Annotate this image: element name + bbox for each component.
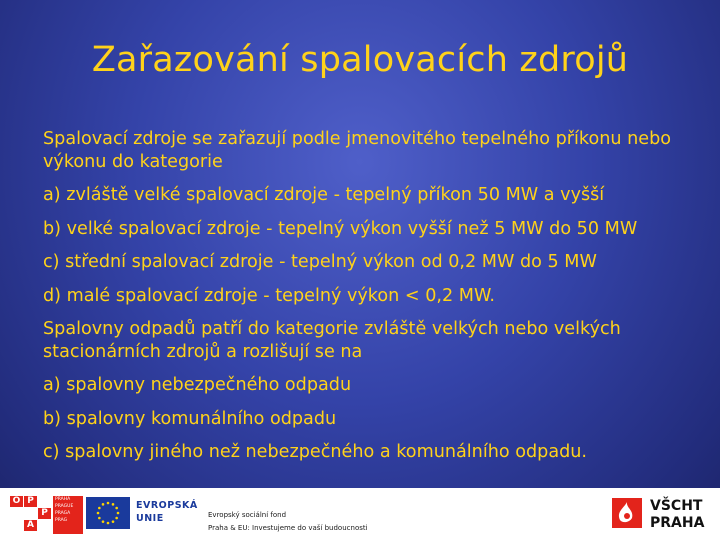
footer-logo-bar — [0, 488, 720, 540]
list-item: b) spalovny komunálního odpadu — [43, 408, 337, 429]
opp-letter: P — [38, 508, 51, 519]
vscht-line: VŠCHT — [650, 498, 703, 514]
vscht-logo — [612, 496, 712, 534]
eu-star — [102, 503, 105, 506]
list-item: a) zvláště velké spalovací zdroje - tepelný příkon 50 MW a vyšší — [43, 185, 605, 205]
eu-star — [112, 503, 115, 506]
opp-praha-logo — [10, 496, 82, 534]
esf-caption-line: Evropský sociální fond — [208, 511, 287, 519]
slide-title: Zařazování spalovacích zdrojů — [91, 40, 629, 80]
eu-star — [98, 507, 101, 510]
eu-label-line: UNIE — [136, 513, 164, 524]
opp-city-name: PRAHA — [55, 497, 71, 502]
eu-star — [97, 512, 100, 515]
list-item: c) spalovny jiného než nebezpečného a komunálního odpadu. — [43, 442, 588, 462]
vscht-wordmark — [650, 498, 704, 532]
list-item: b) velké spalovací zdroje - tepelný výkon vyšší než 5 MW do 50 MW — [43, 218, 638, 239]
vscht-flame-icon — [612, 498, 642, 528]
slide-body — [43, 128, 708, 464]
eu-star — [107, 522, 110, 525]
esf-caption — [208, 509, 368, 535]
eu-star — [115, 507, 118, 510]
eu-flag-icon — [86, 497, 130, 529]
eu-star — [102, 520, 105, 523]
opp-city-names — [53, 496, 83, 534]
eu-star — [107, 502, 110, 505]
eu-star — [115, 517, 118, 520]
opp-city-name: PRAGA — [55, 511, 71, 516]
eu-star — [117, 512, 120, 515]
eu-label-line: EVROPSKÁ — [136, 500, 198, 511]
list-item: a) spalovny nebezpečného odpadu — [43, 375, 352, 395]
eu-label — [136, 499, 198, 525]
vscht-line: PRAHA — [650, 515, 705, 531]
paragraph-intro: Spalovací zdroje se zařazují podle jmenovitého tepelného příkonu nebo výkonu do kategorie — [43, 129, 672, 172]
list-item: d) malé spalovací zdroje - tepelný výkon < 0,2 MW. — [43, 285, 495, 306]
eu-star — [112, 520, 115, 523]
opp-letter: O — [10, 496, 23, 507]
opp-city-name: PRAG — [55, 518, 68, 523]
opp-letter: P — [24, 496, 37, 507]
eu-stars-icon — [86, 497, 130, 529]
opp-city-name: PRAGUE — [55, 504, 74, 509]
esf-caption-line: Praha & EU: Investujeme do vaší budoucnosti — [208, 524, 368, 532]
opp-letter: A — [24, 520, 37, 531]
paragraph-incinerators: Spalovny odpadů patří do kategorie zvláště velkých nebo velkých stacionárních zdrojů a rozlišují se na — [43, 319, 621, 362]
eu-star — [98, 517, 101, 520]
list-item: c) střední spalovací zdroje - tepelný výkon od 0,2 MW do 5 MW — [43, 252, 597, 272]
